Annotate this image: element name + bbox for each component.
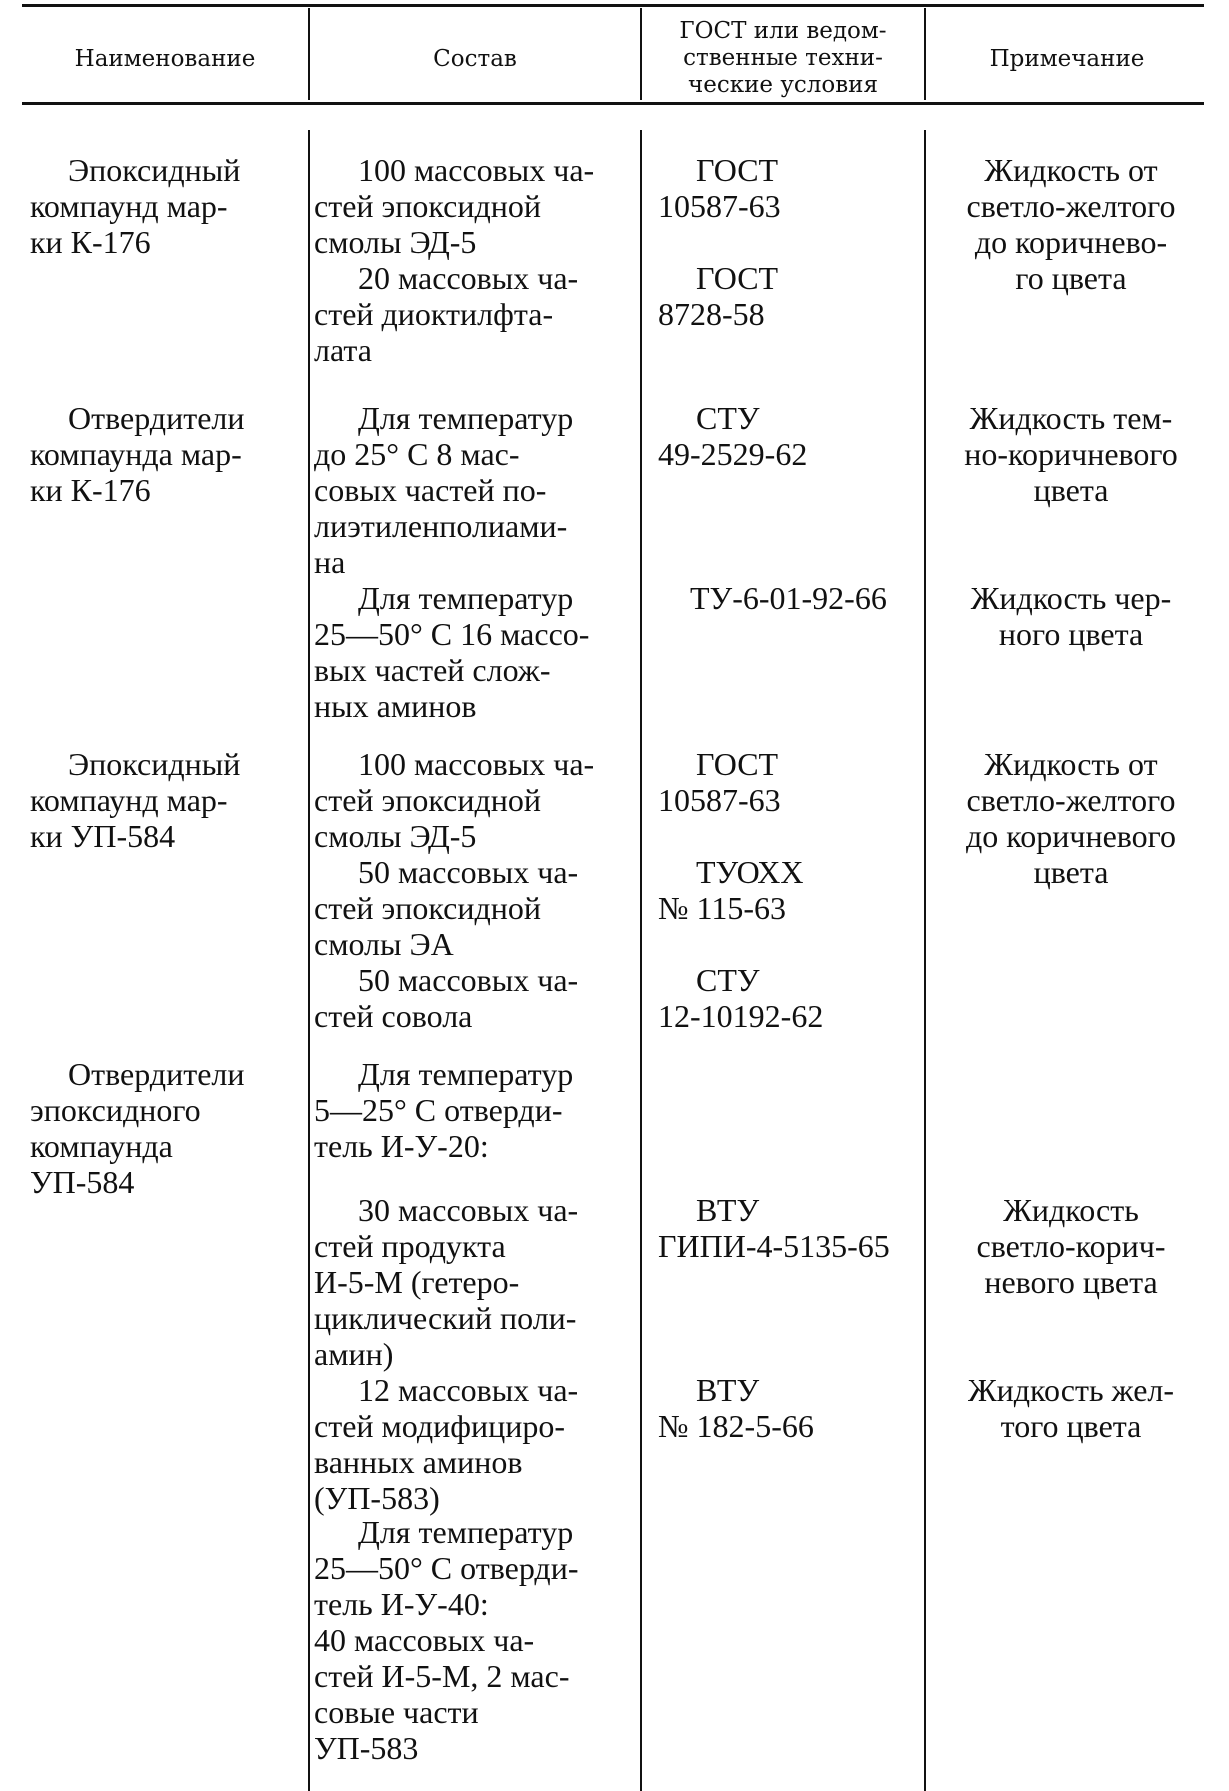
column-divider-2-body — [640, 130, 642, 1791]
header-composition: Состав — [433, 46, 517, 72]
row2-composition-1: Для температур до 25° С 8 мас- совых частей по- лиэтиленполиами- на — [314, 400, 574, 580]
row2-composition-2: Для температур 25—50° С 16 массо- вых частей слож- ных аминов — [314, 580, 590, 724]
row1-composition-2: 20 массовых ча- стей диоктилфта- лата — [314, 260, 579, 368]
header-bottom-rule — [22, 102, 1204, 105]
row3-composition-1: 100 массовых ча- стей эпоксидной смолы ЭД-5 — [314, 746, 595, 854]
column-divider-3 — [924, 8, 926, 100]
row3-standard-1: ГОСТ 10587-63 — [658, 746, 781, 818]
row3-composition-3: 50 массовых ча- стей совола — [314, 962, 579, 1034]
row4-name: Отвердители эпоксидного компаунда УП-584 — [30, 1056, 245, 1200]
column-divider-2 — [640, 8, 642, 100]
row4-composition-3: 12 массовых ча- стей модифициро- ванных аминов (УП-583) — [314, 1372, 579, 1516]
column-divider-3-body — [924, 130, 926, 1791]
row1-name: Эпоксидный компаунд мар- ки К-176 — [30, 152, 241, 260]
row2-standard-2: ТУ-6-01-92-66 — [690, 580, 887, 616]
row2-standard-1: СТУ 49-2529-62 — [658, 400, 808, 472]
row3-note: Жидкость от светло-желтого до коричневого цвета — [966, 746, 1176, 890]
table-top-rule — [22, 4, 1204, 7]
row4-note-1: Жидкость светло-корич- невого цвета — [976, 1192, 1166, 1300]
row2-note-2: Жидкость чер- ного цвета — [970, 580, 1172, 652]
row4-standard-2: ВТУ № 182-5-66 — [658, 1372, 814, 1444]
row4-composition-2: 30 массовых ча- стей продукта И-5-М (гетеро- циклический поли- амин) — [314, 1192, 579, 1372]
row1-composition-1: 100 массовых ча- стей эпоксидной смолы ЭД-5 — [314, 152, 595, 260]
row1-note: Жидкость от светло-желтого до коричнево- го цвета — [966, 152, 1176, 296]
row4-note-2: Жидкость жел- того цвета — [967, 1372, 1175, 1444]
row2-note-1: Жидкость тем- но-коричневого цвета — [964, 400, 1178, 508]
row1-standard-2: ГОСТ 8728-58 — [658, 260, 779, 332]
row3-standard-2: ТУОХХ № 115-63 — [658, 854, 804, 926]
row1-standard-1: ГОСТ 10587-63 — [658, 152, 781, 224]
row2-name: Отвердители компаунда мар- ки К-176 — [30, 400, 245, 508]
header-standard: ГОСТ или ведом- ственные техни- ческие условия — [679, 18, 887, 98]
row4-composition-1: Для температур 5—25° С отверди- тель И-У-20: — [314, 1056, 574, 1164]
column-divider-1 — [308, 8, 310, 100]
row3-name: Эпоксидный компаунд мар- ки УП-584 — [30, 746, 241, 854]
column-divider-1-body — [308, 130, 310, 1791]
row4-composition-4: Для температур 25—50° С отверди- тель И-У-40: 40 массовых ча- стей И-5-М, 2 мас- совые части УП-583 — [314, 1514, 579, 1766]
header-name: Наименование — [74, 46, 256, 72]
row3-standard-3: СТУ 12-10192-62 — [658, 962, 824, 1034]
row4-standard-1: ВТУ ГИПИ-4-5135-65 — [658, 1192, 890, 1264]
row3-composition-2: 50 массовых ча- стей эпоксидной смолы ЭА — [314, 854, 579, 962]
header-note: Примечание — [989, 46, 1145, 72]
